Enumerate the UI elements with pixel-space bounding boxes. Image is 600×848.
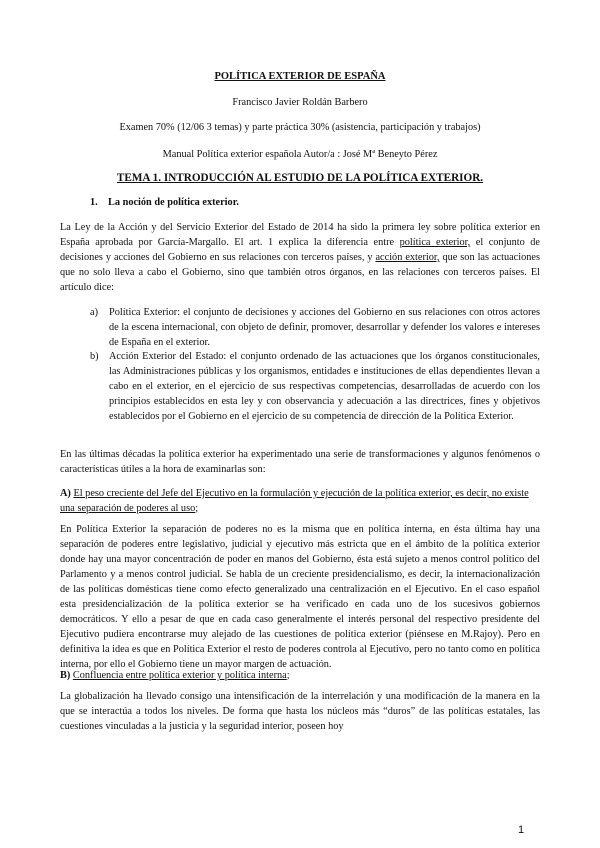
page-number: 1 (518, 824, 525, 836)
underlined-term-politica-exterior: política exterior, (399, 237, 471, 248)
paragraph-intro (60, 220, 540, 295)
chapter-heading: TEMA 1. INTRODUCCIÓN AL ESTUDIO DE LA POLÍTICA EXTERIOR. (116, 172, 484, 184)
manual-info: Manual Política exterior española Autor/a : José Mª Beneyto Pérez (162, 149, 438, 160)
underlined-term-accion-exterior: acción exterior, (375, 252, 440, 263)
paragraph-text: el conjunto de decisiones y acciones del Gobierno en sus relaciones con terceros países, y (60, 237, 540, 263)
section-title: La noción de política exterior. (108, 197, 239, 208)
list-item-b (90, 349, 540, 439)
subsection-label: B) (60, 670, 71, 681)
paragraph-text: que son las actuaciones que no solo lleva a cabo el Gobierno, sino que también otros órganos, en las relaciones con terceros países. El artículo dice: (60, 252, 540, 293)
subsection-title: Confluencia entre política exterior y política interna (72, 670, 287, 681)
subsection-suffix: ; (195, 503, 199, 514)
section-heading (90, 197, 239, 208)
subsection-suffix: ; (286, 670, 290, 681)
list-label: a) (90, 307, 98, 318)
list-label: b) (90, 351, 99, 362)
exam-info: Examen 70% (12/06 3 temas) y parte práctica 30% (asistencia, participación y trabajos) (119, 122, 481, 133)
document-title: POLÍTICA EXTERIOR DE ESPAÑA (214, 71, 386, 82)
subsection-a-heading (60, 486, 540, 516)
subsection-title: El peso creciente del Jefe del Ejecutivo en la formulación y ejecución de la política exterior, es decir, no existe una separación de poderes al uso (60, 488, 529, 514)
paragraph-transformations: En las últimas décadas la política exterior ha experimentado una serie de transformaciones y algunos fenómenos o características útiles a la hora de examinarlas son: (60, 449, 540, 475)
list-item-a (90, 305, 540, 350)
author-name: Francisco Javier Roldán Barbero (232, 97, 368, 108)
section-number: 1. (90, 197, 98, 208)
list-text: Acción Exterior del Estado: el conjunto ordenado de las actuaciones que los órganos constitucionales, las Administraciones públicas y los organismos, entidades e instituciones de ellas dependientes llevan a cabo en el exterior, en el ejercicio de sus respectivas competencias, desarrolladas de acuerdo con los principios establecidos en esta ley y con observancia y adecuación a las directrices, fines y objetivos establecidos por el Gobierno en el ejercicio de su competencia de dirección de la Política Exterior. (109, 351, 540, 422)
paragraph-separation-of-powers: En Política Exterior la separación de poderes no es la misma que en política interna, en ésta última hay una separación de poderes entre legislativo, judicial y ejecutivo más estricta que en el ámbito de la política exterior donde hay una mayor concentración de poder en manos del Gobierno, ésta está sujeto a menos control político del Parlamento y a menos control judicial. Se habla de un creciente presidencialismo, es decir, la internacionalización de las políticas domésticas tiene como efecto generalizado una centralización en el Ejecutivo. En el caso español esta presidencialización de la política exterior se ha verificado en cada uno de los sucesivos gobiernos democráticos. Y ello a pesar de que en cada caso generalmente el interés personal del respectivo presidente del Ejecutivo pudiera encontrarse muy alejado de las cuestiones de política exterior (piénsese en M.Rajoy). Pero en definitiva la idea es que en Política Exterior el resto de poderes controla al Ejecutivo, pero no tanto como en política interna, por ello el Gobierno tiene un mayor margen de actuación. (60, 524, 540, 670)
subsection-b-heading (60, 668, 540, 683)
list-text: Política Exterior: el conjunto de decisiones y acciones del Gobierno en sus relaciones con otros actores de la escena internacional, con objeto de definir, promover, desarrollar y defender los valores e intereses de España en el exterior. (109, 307, 540, 348)
subsection-label: A) (60, 488, 71, 499)
paragraph-text: La Ley de la Acción y del Servicio Exterior del Estado de 2014 ha sido la primera ley sobre política exterior en España aprobada por García-Margallo. El art. 1 explica la diferencia entre (60, 222, 540, 248)
paragraph-globalization: La globalización ha llevado consigo una intensificación de la interrelación y una modificación de la manera en la que se interactúa a todos los niveles. De forma que hasta los núcleos más “duros” de las políticas estatales, las cuestiones vinculadas a la justicia y la seguridad interior, poseen hoy (60, 691, 540, 732)
